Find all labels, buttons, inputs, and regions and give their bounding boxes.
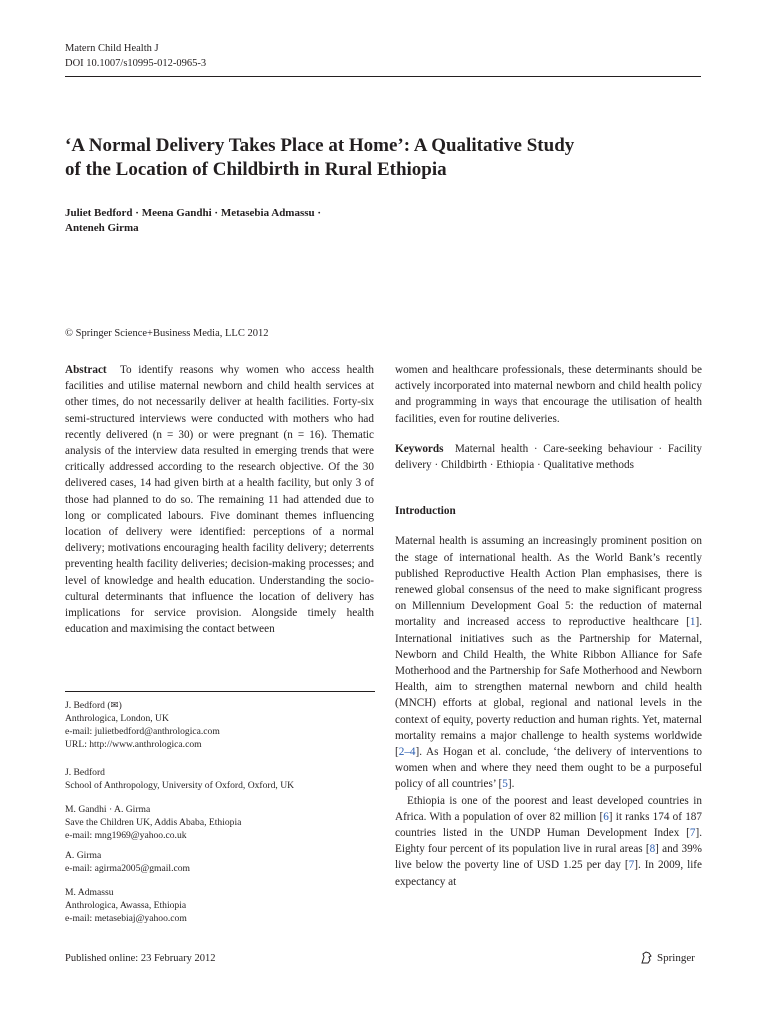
title-line-2: of the Location of Childbirth in Rural Ethiopia bbox=[65, 159, 447, 180]
citation-link[interactable]: 7 bbox=[628, 859, 635, 872]
email-link[interactable]: e-mail: julietbedford@anthrologica.com bbox=[65, 726, 220, 737]
intro-paragraph-2: Ethiopia is one of the poorest and least developed countries in Africa. With a population of over 82 million [6] it ranks 174 of 187 countries listed in the UNDP Human Development Index [7]. Eighty four percent of its population live in rural areas [8] and 39% live below the poverty line of USD 1.25 per day [7]. In 2009, life expectancy at bbox=[395, 794, 702, 888]
published-date: Published online: 23 February 2012 bbox=[65, 953, 216, 964]
publisher-logo bbox=[640, 951, 695, 964]
url-link[interactable]: URL: http://www.anthrologica.com bbox=[65, 739, 202, 750]
springer-horse-icon bbox=[640, 951, 653, 964]
citation-link[interactable]: 6 bbox=[603, 810, 609, 823]
journal-header bbox=[65, 41, 206, 71]
title-line-1: ‘A Normal Delivery Takes Place at Home’: A Qualitative Study bbox=[65, 135, 575, 156]
email-link[interactable]: e-mail: agirma2005@gmail.com bbox=[65, 863, 190, 874]
email-link[interactable]: e-mail: metasebiaj@yahoo.com bbox=[65, 913, 187, 924]
affiliation-bedford-anthrologica: J. Bedford (✉) Anthrologica, London, UK e-mail: julietbedford@anthrologica.com URL: http://www.anthrologica.com bbox=[65, 699, 375, 751]
header-rule bbox=[65, 76, 701, 77]
copyright-notice: © Springer Science+Business Media, LLC 2012 bbox=[65, 328, 269, 339]
paper-title bbox=[65, 134, 705, 182]
doi: DOI 10.1007/s10995-012-0965-3 bbox=[65, 58, 207, 69]
right-column bbox=[395, 362, 702, 890]
citation-link[interactable]: 5 bbox=[502, 778, 508, 791]
abstract-label: Abstract bbox=[65, 364, 107, 376]
abstract bbox=[65, 362, 374, 637]
footnote-rule bbox=[65, 691, 375, 692]
abstract-text: To identify reasons why women who access health facilities and utilise maternal newborn and child health services at other times, do not necessarily deliver at health facilities. Forty-six semi-structured interviews were conducted with mothers who had recently delivered (n = 30) or were pregnant (n = 16). Thematic analysis of the interview data resulted in emerging trends that were critically addressed according to the research objective. Of the 30 delivered cases, 14 had given birth at a health facility, but only 3 of those had planned to do so. The remaining 11 had attended due to long or complicated labours. Five dominant themes influencing location of delivery were identified: perceptions of a normal delivery; motivations encouraging health facility delivery; deterrents preventing health facility deliveries; decision-making processes; and level of knowledge and health education. Understanding the socio-cultural determinants that influence the location of delivery has implications for service provision. Alongside timely health education and maximising the contact between bbox=[65, 364, 375, 636]
citation-link[interactable]: 7 bbox=[689, 827, 696, 840]
introduction-heading: Introduction bbox=[395, 505, 456, 518]
keywords bbox=[395, 441, 702, 473]
affiliation-bedford-oxford: J. Bedford School of Anthropology, University of Oxford, Oxford, UK bbox=[65, 767, 295, 791]
keywords-label: Keywords bbox=[395, 442, 444, 455]
affiliation-girma: A. Girma e-mail: agirma2005@gmail.com bbox=[65, 849, 375, 875]
intro-paragraph-1: Maternal health is assuming an increasingly prominent position on the stage of international health. As the World Bank’s recently published Reproductive Health Action Plan emphasises, there is renewed global consensus of the need to make significant progress on Millennium Development Goal 5: the reduction of maternal mortality and increased access to reproductive healthcare [1]. International initiatives such as the Partnership for Maternal, Newborn and Child Health, the White Ribbon Alliance for Safe Motherhood and the Partnership for Safe Motherhood and Newborn Health, aim to strengthen maternal newborn and child health (MNCH) efforts at global, regional and national levels in the context of equity, poverty reduction and human rights. Yet, maternal mortality remains a major challenge to health systems worldwide [2–4]. As Hogan et al. conclude, ‘the delivery of interventions to women when and where they need them ought to be a purposeful policy of all countries’ [5]. bbox=[395, 535, 702, 791]
citation-link[interactable]: 2–4 bbox=[398, 746, 416, 759]
author-list bbox=[65, 206, 395, 236]
left-column bbox=[65, 362, 374, 637]
authors-line-2: Anteneh Girma bbox=[65, 222, 139, 234]
email-link[interactable]: e-mail: mng1969@yahoo.co.uk bbox=[65, 830, 187, 841]
abstract-continued: women and healthcare professionals, these determinants should be actively incorporated into maternal newborn and child health policy and programming in ways that encourage the utilisation of health facilities, even for routine deliveries. bbox=[395, 364, 702, 425]
affiliation-admassu: M. Admassu Anthrologica, Awassa, Ethiopia e-mail: metasebiaj@yahoo.com bbox=[65, 886, 375, 925]
affiliation-gandhi-girma: M. Gandhi · A. Girma Save the Children UK, Addis Ababa, Ethiopia e-mail: mng1969@yahoo.co.uk bbox=[65, 803, 375, 842]
keywords-text: Maternal health · Care-seeking behaviour · Facility delivery · Childbirth · Ethiopia · Qualitative methods bbox=[395, 442, 702, 472]
citation-link[interactable]: 1 bbox=[689, 616, 696, 629]
authors-line-1: Juliet Bedford · Meena Gandhi · Metasebia Admassu · bbox=[65, 207, 322, 219]
citation-link[interactable]: 8 bbox=[649, 843, 656, 856]
publisher-name: Springer bbox=[657, 951, 695, 964]
journal-name: Matern Child Health J bbox=[65, 43, 159, 54]
